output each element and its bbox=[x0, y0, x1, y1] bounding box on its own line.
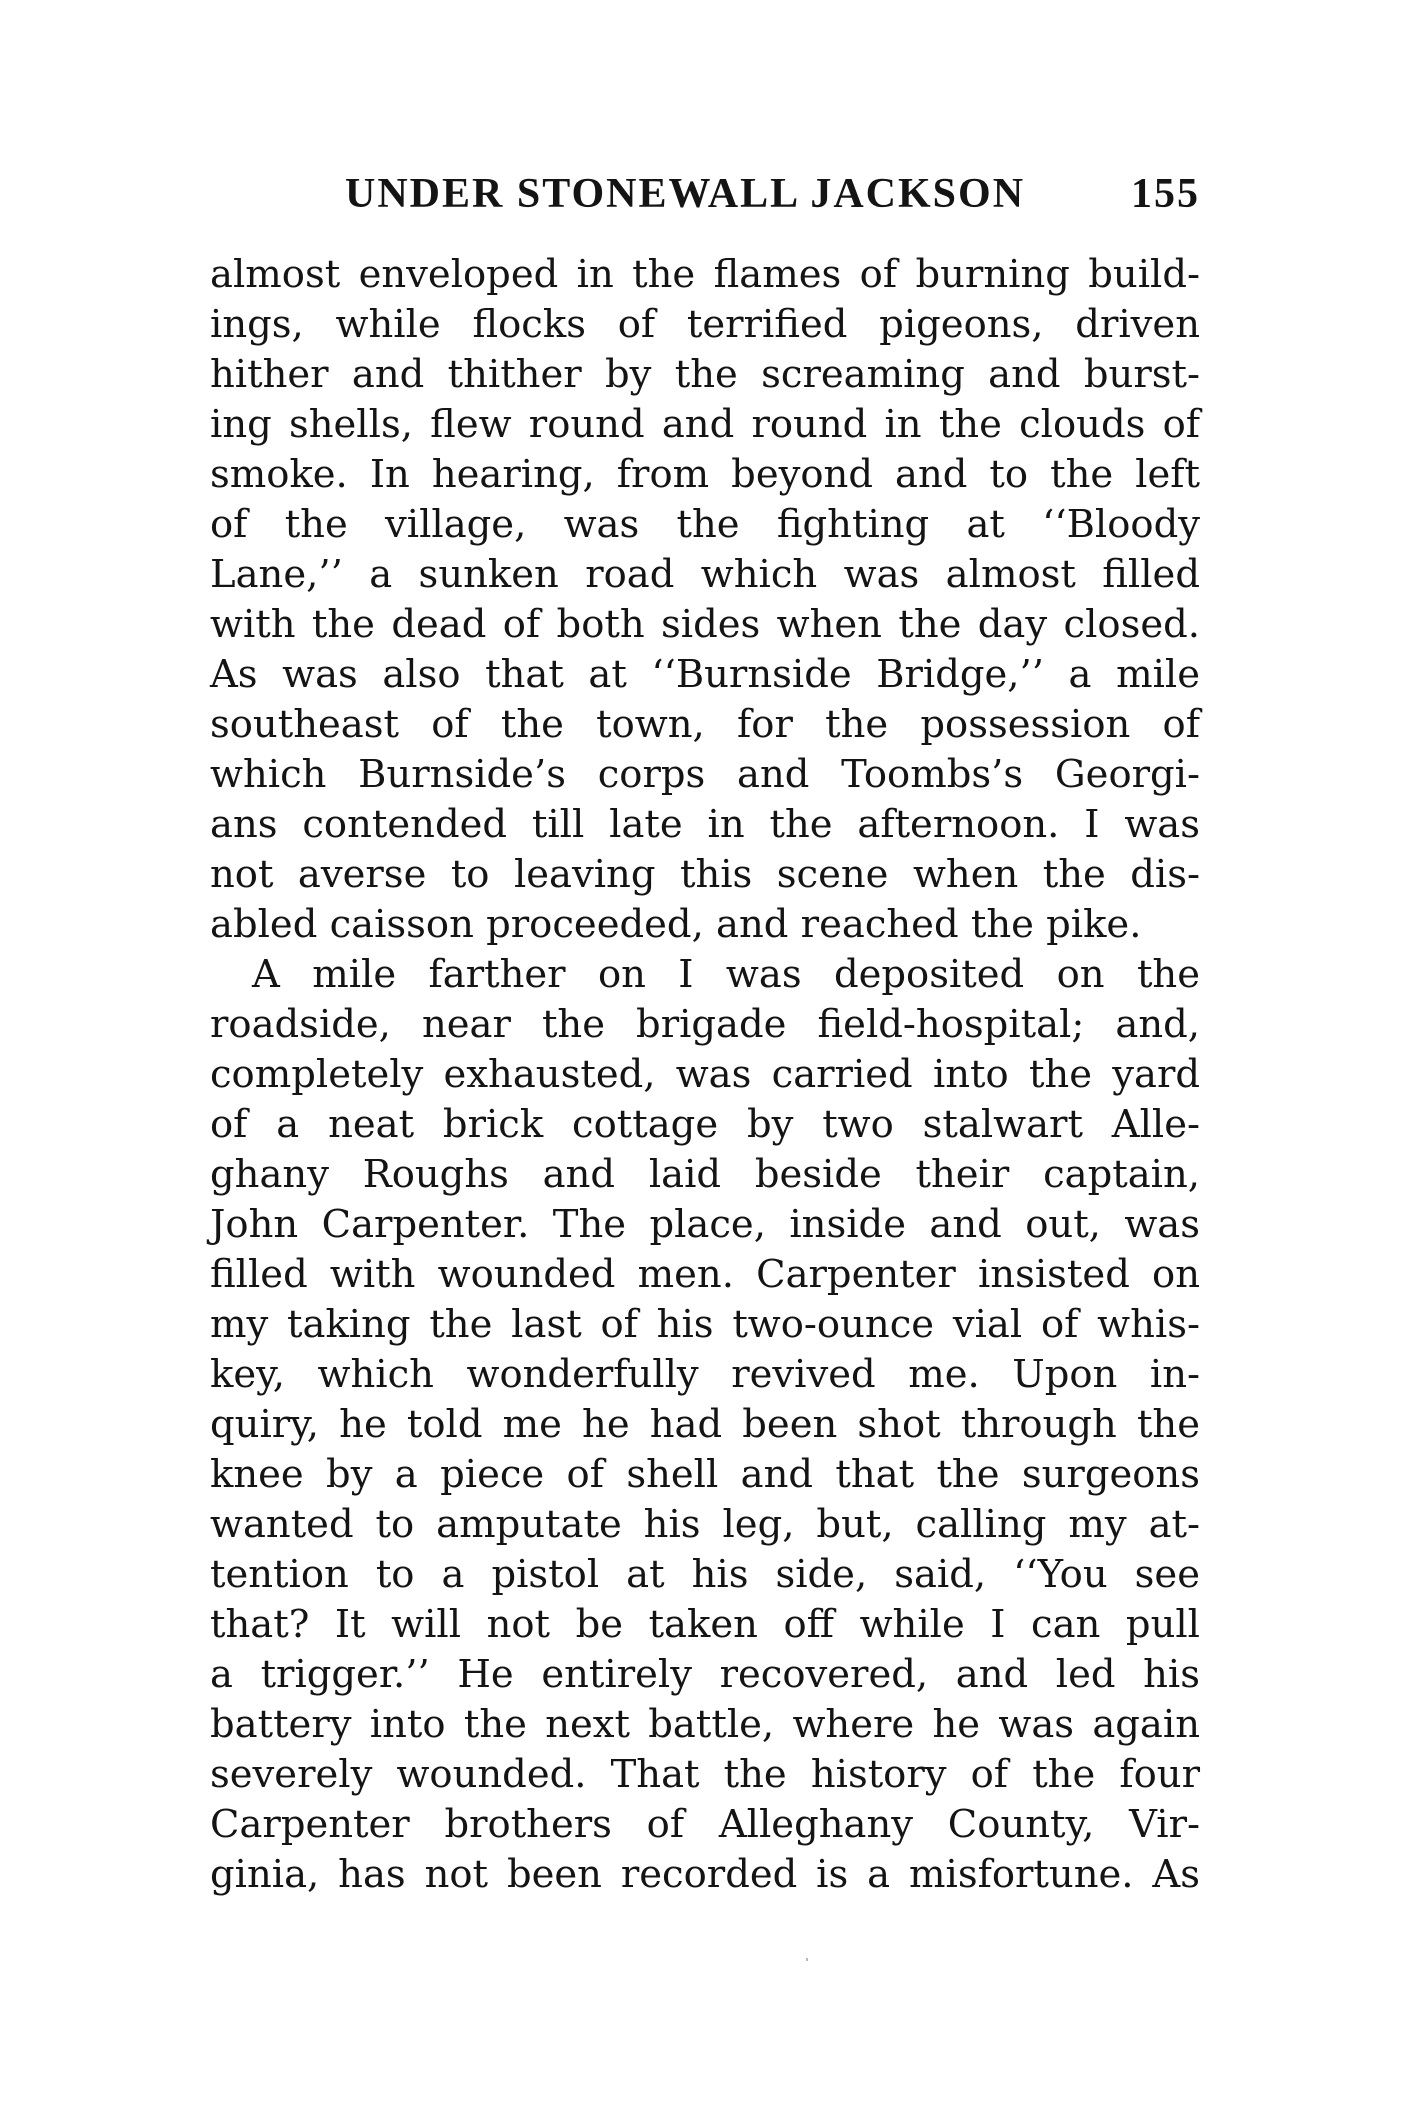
text-line: a trigger.’’ He entirely recovered, and led his bbox=[210, 1652, 1200, 1697]
text-line: battery into the next battle, where he was again bbox=[210, 1702, 1200, 1747]
text-line: with the dead of both sides when the day closed. bbox=[210, 602, 1200, 647]
page-number: 155 bbox=[1131, 171, 1200, 217]
text-line: almost enveloped in the flames of burning build- bbox=[210, 252, 1200, 297]
body-text bbox=[210, 250, 1200, 1900]
text-line: smoke. In hearing, from beyond and to the left bbox=[210, 452, 1200, 497]
text-line: severely wounded. That the history of the four bbox=[210, 1752, 1200, 1797]
text-line: of a neat brick cottage by two stalwart Alle- bbox=[210, 1102, 1200, 1147]
text-line: which Burnside’s corps and Toombs’s Georgi- bbox=[210, 752, 1200, 797]
paragraph-end-line: abled caisson proceeded, and reached the pike. bbox=[210, 902, 1142, 947]
text-line: tention to a pistol at his side, said, ‘‘You see bbox=[210, 1552, 1200, 1597]
text-line: ings, while flocks of terrified pigeons, driven bbox=[210, 302, 1200, 347]
text-line: Carpenter brothers of Alleghany County, Vir- bbox=[210, 1802, 1200, 1847]
text-line: key, which wonderfully revived me. Upon in- bbox=[210, 1352, 1200, 1397]
text-line: ing shells, flew round and round in the clouds of bbox=[210, 402, 1200, 447]
text-line: ans contended till late in the afternoon. I was bbox=[210, 802, 1200, 847]
running-title: UNDER STONEWALL JACKSON bbox=[345, 171, 1026, 217]
text-line: hither and thither by the screaming and burst- bbox=[210, 352, 1200, 397]
text-line: As was also that at ‘‘Burnside Bridge,’’ a mile bbox=[210, 652, 1200, 697]
text-line: knee by a piece of shell and that the surgeons bbox=[210, 1452, 1200, 1497]
text-line: filled with wounded men. Carpenter insisted on bbox=[210, 1252, 1200, 1297]
text-line: wanted to amputate his leg, but, calling my at- bbox=[210, 1502, 1200, 1547]
paragraph-start-line: A mile farther on I was deposited on the bbox=[252, 952, 1200, 997]
text-line: not averse to leaving this scene when the dis- bbox=[210, 852, 1200, 897]
running-head bbox=[210, 170, 1200, 230]
text-line: of the village, was the fighting at ‘‘Bloody bbox=[210, 502, 1200, 547]
text-line: completely exhausted, was carried into the yard bbox=[210, 1052, 1200, 1097]
text-line: that? It will not be taken off while I can pull bbox=[210, 1602, 1200, 1647]
text-line: John Carpenter. The place, inside and out, was bbox=[210, 1202, 1200, 1247]
text-line: quiry, he told me he had been shot through the bbox=[210, 1402, 1200, 1447]
text-line: ghany Roughs and laid beside their captain, bbox=[210, 1152, 1200, 1197]
text-line: Lane,’’ a sunken road which was almost filled bbox=[210, 552, 1200, 597]
text-line: my taking the last of his two-ounce vial of whis- bbox=[210, 1302, 1200, 1347]
text-line: roadside, near the brigade field-hospital; and, bbox=[210, 1002, 1200, 1047]
text-line: southeast of the town, for the possession of bbox=[210, 702, 1200, 747]
text-line: ginia, has not been recorded is a misfortune. As bbox=[210, 1852, 1200, 1897]
paper-speck bbox=[806, 1958, 808, 1961]
